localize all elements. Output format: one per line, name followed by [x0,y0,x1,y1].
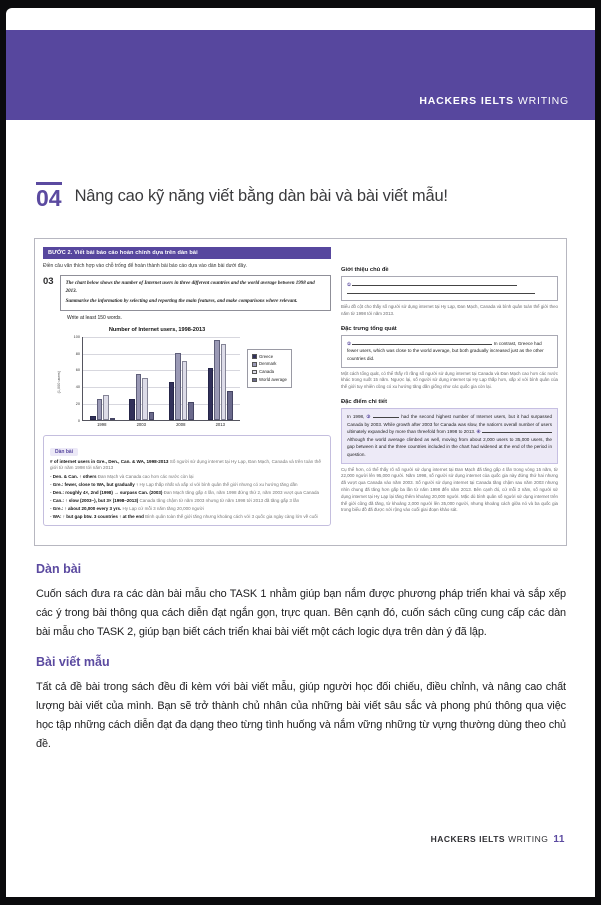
legend-swatch [252,362,257,367]
task-prompt-box [60,275,331,311]
answer-blank [352,282,517,287]
legend-label: Canada [259,369,275,375]
outline-item [50,506,324,513]
outline-list [50,474,324,521]
book-page [6,8,595,897]
answer-section-intro [341,267,558,318]
outline-box [43,435,331,526]
answer-section-details [341,399,558,514]
outline-item [50,490,324,497]
answer-text-overview-en: In contrast, Greece had fewer users, which was close to the world average, but both gradually increased just as the other countries did. [347,340,544,361]
bar-world-average-2008 [188,402,194,420]
x-tick-label: 2008 [176,421,186,427]
brand-part-writing: WRITING [517,95,569,107]
outline-label: Dàn bài [50,448,78,456]
bar-group-2013 [208,340,233,420]
outline-title-en: # of internet users in Gre., Den., Can. & WA, 1998-2013 [50,458,169,464]
page-footer [431,834,565,845]
outline-title-vi: Số người sử dụng internet tại Hy Lạp, Đan Mạch, Canada và trên toàn thế giới từ năm 1998 tới năm 2013 [50,458,321,471]
footer-brand-ielts: IELTS [479,834,506,844]
answer-box-overview [341,335,558,368]
outline-item [50,514,324,521]
outline-item [50,474,324,481]
outline-item [50,498,324,505]
plot-area [73,334,240,423]
bar-group-2008 [169,353,194,420]
x-tick-label: 2003 [136,421,146,427]
section-heading [36,182,567,210]
bar-world-average-1998 [110,418,116,420]
circled-number-3: ③ [366,414,372,420]
bar-world-average-2013 [227,391,233,420]
task-text-line2: Summarise the information by selecting and reporting the main features, and make comparisons where relevant. [65,299,298,305]
brand-logo [419,95,569,107]
answer-text-details-en3: Although the world average climbed as well, moving from about 2,000 users to 35,000 users, the gap between it and the three countries included in the chart had widened at the end of the period in question. [347,436,552,457]
x-tick-label: 2013 [215,421,225,427]
x-tick-label: 1998 [97,421,107,427]
outline-item-vi: Đan Mạch tăng gấp 4 lần, năm 1998 đứng thứ 2, năm 2003 vượt qua Canada [163,490,320,496]
y-tick-label: 80 [75,351,80,356]
paragraph-dan-bai: Cuốn sách đưa ra các dàn bài mẫu cho TASK 1 nhằm giúp bạn nắm được phương pháp triển khai và sắp xếp các ý trong bài thông qua cách diễn đạt ngắn gọn, trực quan. Bên cạnh đó, cuốn sách cũng cung cấp các dàn bài mẫu cho TASK 2, giúp bạn biết cách triển khai bài viết một cách logic dựa trên dàn ý đã lập. [36,588,566,638]
y-axis-label: (1,000 users) [57,370,61,393]
outline-item-vi: Hy Lạp cứ mỗi 3 năm tăng 20,000 người [122,506,204,512]
bar-group-1998 [90,395,115,420]
bar-canada-2013 [221,344,227,420]
y-tick-label: 60 [75,368,80,373]
y-tick-label: 100 [73,334,80,339]
answer-heading-intro: Giới thiệu chủ đề [341,267,389,273]
legend-label: Denmark [259,361,277,367]
outline-item [50,482,324,489]
answer-heading-overview: Đặc trưng tổng quát [341,325,397,332]
section-number: 04 [36,182,62,210]
bar-world-average-2003 [149,412,155,420]
outline-item-en: Can.: ↑ slow (2003~), but 3× (1998–2013) [52,498,140,504]
outline-item-vi: Đan Mạch và Canada cao hơn các nước còn lại [97,474,194,480]
step-header-bar: BƯỚC 2. Viết bài báo cáo hoàn chỉnh dựa trên dàn bài [43,247,331,259]
example-figure [34,238,567,546]
legend-item-denmark [252,360,287,368]
brand-part-ielts: IELTS [480,95,514,107]
answer-translation-details: Cụ thể hơn, có thể thấy rõ số người sử dụng internet tại Đan Mạch đã tăng gấp 4 lần trong vòng 15 năm, từ 22,000 người lên 95,000 người. Năm 1998, số người sử dụng internet của quốc gia này đứng thứ hai nhưng đã vượt qua Canada vào năm 2003. Số người sử dụng internet tại Canada tăng chậm sau năm 2003 nhưng nhìn chung đã tăng hơn gấp ba lần từ năm 1998 đến năm 2013. Bên cạnh đó, cứ mỗi 3 năm, số người sử dụng internet tại Hy Lạp lại tăng thêm khoảng 20,000 người. Mặc dù bình quân số người sử dụng internet trên thế giới cũng đã tăng, từ khoảng 2,000 người lên 35,000 người, nhưng khoảng cách giữa nó và ba quốc gia trong biểu đồ đã được nới rộng vào cuối giai đoạn khảo sát. [341,466,558,513]
bar-canada-1998 [103,395,109,420]
bar-greece-2008 [169,382,175,420]
y-tick-label: 40 [75,385,80,390]
bar-canada-2003 [142,378,148,420]
bar-greece-2013 [208,368,214,420]
legend-swatch [252,378,257,383]
word-count-note: Write at least 150 words. [67,314,122,321]
y-tick-label: 20 [75,401,80,406]
legend-item-world-average [252,376,287,384]
bar-greece-1998 [90,416,96,420]
legend-item-canada [252,368,287,376]
bar-denmark-2008 [175,353,181,420]
task-text-line1: The chart below shows the number of Internet users in three different countries and the world average between 1998 and 2013. [65,281,315,294]
outline-title [50,459,324,472]
legend-swatch [252,354,257,359]
circled-number-1: ① [347,282,352,287]
outline-item-vi: Canada tăng chậm từ năm 2003 nhưng từ năm 1998 tới 2013 đã tăng gấp 3 lần [139,498,300,504]
outline-item-en: Gre.: ↑ about 20,000 every 3 yrs. [52,506,123,512]
body-text [36,562,566,753]
footer-brand-hackers: HACKERS [430,834,477,844]
outline-item-en: Gre.: fewer, close to WA, but gradually ↑ [52,482,140,488]
legend-swatch [252,370,257,375]
answer-box-details [341,408,558,463]
legend-label: World average [259,376,287,382]
bar-group-2003 [129,374,154,420]
answer-blank [347,289,535,294]
brand-part-hackers: HACKERS [419,95,477,107]
task-number: 03 [43,276,54,288]
legend-label: Greece [259,353,274,359]
figure-right-column [341,267,558,526]
bar-canada-2008 [182,361,188,420]
paragraph-bai-viet-mau: Tất cả đề bài trong sách đều đi kèm với bài viết mẫu, giúp người học đối chiếu, điều chỉnh, và nâng cao chất lượng bài viết của mình. Bạn sẽ trở thành chủ nhân của những bài viết sâu sắc và phong phú thông qua việc học tập những cách diễn đạt đa dạng theo từng tình huống và nắm vững những từ vựng thường dùng theo chủ đề. [36,681,566,750]
circled-number-2: ② [347,340,352,346]
task-row [43,275,331,311]
figure-left-column [43,247,331,526]
bar-greece-2003 [129,399,135,420]
answer-blank [373,414,399,419]
answer-text-details-en2: had the second highest number of Internet users, but it had surpassed Canada by 2003. While growth after 2003 for Canada was slow, the nation's overall number of users ultimately expanded by more than threefold from 1998 to 2013. [347,414,553,435]
heading-bai-viet-mau: Bài viết mẫu [36,655,110,670]
footer-brand-writing: WRITING [508,834,549,844]
answer-heading-details: Đặc điểm chi tiết [341,399,388,406]
y-tick-label: 0 [77,418,80,423]
bar-chart [57,327,331,427]
page-title: Nâng cao kỹ năng viết bằng dàn bài và bài viết mẫu! [74,187,448,205]
bar-groups [82,337,240,421]
outline-item-en: WA: ↑ but gap btw. 3 countries ↑ at the end [52,514,146,520]
x-axis-labels [82,422,240,427]
answer-translation-intro: Biểu đồ cột cho thấy số người sử dụng internet tại Hy Lạp, Đan Mạch, Canada và bình quân toàn thế giới theo năm từ 1998 tới năm 2013. [341,304,558,316]
circled-number-4: ④ [476,429,481,435]
chart-title: Number of Internet users, 1998-2013 [108,326,206,333]
outline-item-en: Den.: roughly 4×, 2nd (1998) → surpass Can. (2003) [52,490,164,496]
legend-item-greece [252,353,287,361]
bar-denmark-2003 [136,374,142,420]
answer-text-details-en1: In 1998, [347,414,365,420]
page-number: 11 [553,834,565,845]
outline-item-vi: Bình quân toàn thế giới tăng nhưng khoảng cách với 3 quốc gia ngày càng lớn về cuối [145,514,318,520]
bar-denmark-1998 [97,399,103,420]
answer-section-overview [341,326,558,391]
outline-item-vi: Hy Lạp thấp nhất và xấp xỉ với bình quân thế giới nhưng có xu hướng tăng dần [139,482,298,488]
answer-blank [352,340,492,345]
heading-dan-bai: Dàn bài [36,562,82,576]
answer-box-intro [341,276,558,301]
answer-blank [482,429,552,434]
figure-instruction: Điền câu văn thích hợp vào chỗ trống để hoàn thành bài báo cáo dựa vào dàn bài dưới đây. [43,263,247,269]
answer-translation-overview: Một cách tổng quát, có thể thấy rõ rằng số người sử dụng internet tại Canada và Đan Mạch cao hơn các nước khác trong suốt 15 năm. Ngược lại, số người sử dụng internet tại Hy Lạp thấp hơn, xấp xỉ với bình quân của thế giới tuy nhiên cũng có xu hướng tăng dần giống như các quốc gia còn lại. [341,370,558,390]
chart-legend [247,349,292,388]
header-band [6,30,595,120]
outline-item-en: Den. & Can. ↑ others [52,474,98,480]
bar-denmark-2013 [214,340,220,420]
